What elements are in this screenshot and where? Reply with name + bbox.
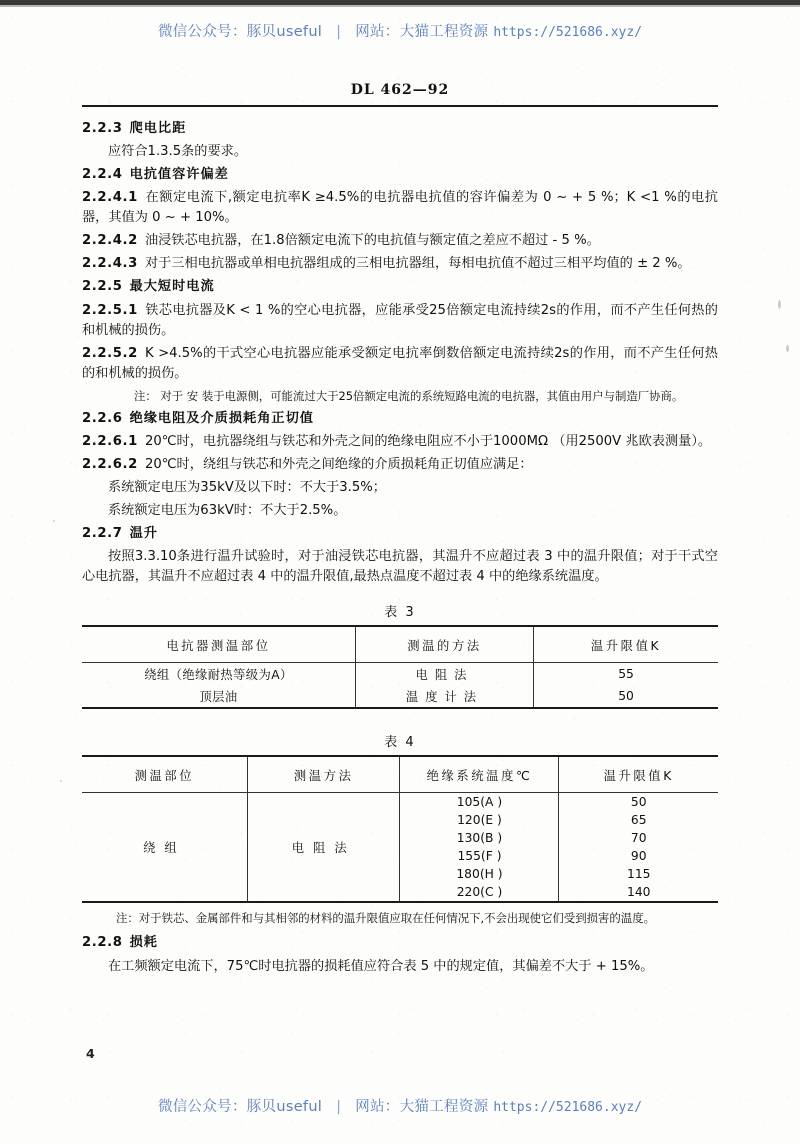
table4-cell-method: 电阻法	[247, 793, 400, 903]
table4	[82, 755, 718, 903]
clause-text: 对于三相电抗器或单相电抗器组成的三相电抗器组，每相电抗值不超过三相平均值的 ± 2 %。	[144, 256, 691, 272]
table4-cell-insulation-temp: 120(E )	[400, 811, 559, 829]
standard-number-header: DL 462—92	[350, 82, 450, 98]
clause-2-2-3-body: 应符合1.3.5条的要求。	[108, 144, 248, 160]
table-row	[82, 793, 718, 812]
scan-speck	[53, 520, 55, 522]
scan-speck	[778, 300, 781, 309]
clause-number: 2.2.5.2	[82, 345, 138, 361]
table3-header-method: 测温的方法	[355, 626, 533, 663]
table3-cell-method: 温度计法	[355, 685, 533, 708]
clause-2-2-4-3	[82, 254, 718, 274]
table3-header-location: 电抗器测温部位	[82, 626, 355, 663]
table3-header-row	[82, 626, 718, 663]
clause-2-2-6-2-item-1: 系统额定电压为35kV及以下时：不大于3.5%；	[108, 480, 386, 496]
table4-cell-location: 绕组	[143, 841, 186, 856]
table4-cell-insulation-temp: 220(C )	[400, 883, 559, 902]
clause-2-2-8-body: 在工频额定电流下，75℃时电抗器的损耗值应符合表 5 中的规定值，其偏差不大于 + 15%。	[108, 958, 654, 974]
table4-header-insulation-temp: 绝缘系统温度℃	[400, 756, 559, 793]
watermark-wechat-label: 微信公众号：豚贝useful	[157, 1099, 323, 1115]
clause-2-2-5-note: 注： 对于 安 装于电源侧，可能流过大于25倍额定电流的系统短路电流的电抗器，其值由用户与制造厂协商。	[134, 388, 684, 403]
clause-2-2-5-1	[82, 301, 718, 341]
clause-text: 铁芯电抗器及K < 1 %的空心电抗器，应能承受25倍额定电流持续2s的作用，而不产生任何热的和机械的损伤。	[82, 302, 718, 338]
clause-number: 2.2.4.1	[82, 190, 138, 206]
clause-number: 2.2.5	[82, 279, 123, 295]
table4-cell-insulation-temp: 130(B )	[400, 829, 559, 847]
clause-2-2-5-2	[82, 344, 718, 384]
table4-header-row	[82, 756, 718, 793]
watermark-separator: |	[336, 24, 342, 40]
table3	[82, 625, 718, 709]
clause-number: 2.2.8	[82, 935, 123, 951]
table3-cell-method: 电阻法	[355, 663, 533, 686]
clause-title: 电抗值容许偏差	[129, 167, 229, 183]
clause-text: K >4.5%的干式空心电抗器应能承受额定电抗率倒数倍额定电流持续2s的作用，而不产生任何热的和机械的损伤。	[82, 345, 718, 381]
clause-2-2-7-body: 按照3.3.10条进行温升试验时，对于油浸铁芯电抗器，其温升不应超过表 3 中的温升限值；对于干式空心电抗器，其温升不应超过表 4 中的温升限值,最热点温度不超过表 4 中的绝缘系统温度。	[82, 549, 718, 585]
clause-2-2-3	[82, 119, 718, 139]
clause-title: 温升	[129, 526, 158, 542]
clause-text: 油浸铁芯电抗器，在1.8倍额定电流下的电抗值与额定值之差应不超过 - 5 %。	[144, 233, 600, 249]
watermark-separator: |	[336, 1099, 342, 1115]
watermark-top	[0, 20, 800, 41]
clause-number: 2.2.7	[82, 526, 123, 542]
table4-cell-insulation-temp: 155(F )	[400, 847, 559, 865]
clause-text: 在额定电流下,额定电抗率K ≥4.5%的电抗器电抗值的容许偏差为 0 ~ + 5 %；K <1 %的电抗器，其值为 0 ~ + 10%。	[82, 190, 718, 226]
table3-caption: 表 3	[384, 605, 416, 621]
table3-cell-location: 顶层油	[199, 690, 238, 705]
clause-text: 20℃时，电抗器绕组与铁芯和外壳之间的绝缘电阻应不小于1000MΩ （用2500V 兆欧表测量）。	[144, 433, 712, 449]
table3-cell-location: 绕组（绝缘耐热等级为A）	[144, 668, 293, 683]
table4-cell-insulation-temp: 180(H )	[400, 865, 559, 883]
table3-cell-limit: 50	[534, 685, 718, 708]
table4-header-limit: 温升限值K	[559, 756, 718, 793]
clause-title: 爬电比距	[129, 121, 187, 136]
table4-cell-limit: 115	[559, 865, 718, 883]
table4-cell-limit: 65	[559, 811, 718, 829]
scan-speck	[786, 345, 789, 352]
table4-cell-limit: 90	[559, 847, 718, 865]
table-row	[82, 663, 718, 686]
clause-2-2-6-2-item-2: 系统额定电压为63kV时：不大于2.5%。	[108, 503, 347, 519]
clause-number: 2.2.3	[82, 121, 123, 136]
clause-2-2-6-2	[82, 455, 718, 475]
scan-speck	[60, 780, 62, 782]
header-rule	[82, 105, 718, 107]
clause-number: 2.2.4.2	[82, 233, 138, 249]
clause-number: 2.2.4.3	[82, 256, 138, 272]
table3-header-limit: 温升限值K	[534, 626, 718, 663]
table4-cell-limit: 140	[559, 883, 718, 902]
clause-title: 最大短时电流	[129, 279, 215, 295]
table-row	[82, 685, 718, 708]
document-content	[82, 82, 718, 979]
clause-title: 损耗	[129, 935, 158, 951]
clause-2-2-4-2	[82, 231, 718, 251]
clause-2-2-4	[82, 165, 718, 185]
clause-2-2-6	[82, 409, 718, 429]
table4-cell-limit: 50	[559, 793, 718, 812]
clause-number: 2.2.6.1	[82, 433, 138, 449]
clause-number: 2.2.6	[82, 410, 123, 426]
watermark-url: https://521686.xyz/	[493, 25, 643, 40]
clause-2-2-4-1	[82, 188, 718, 228]
table4-cell-limit: 70	[559, 829, 718, 847]
page-number: 4	[86, 1046, 95, 1061]
clause-2-2-8	[82, 933, 718, 953]
clause-number: 2.2.5.1	[82, 302, 138, 318]
clause-title: 绝缘电阻及介质损耗角正切值	[129, 410, 314, 426]
clause-number: 2.2.6.2	[82, 456, 138, 472]
watermark-bottom	[0, 1095, 800, 1116]
table4-header-location: 测温部位	[82, 756, 247, 793]
clause-number: 2.2.4	[82, 167, 123, 183]
table4-header-method: 测温方法	[247, 756, 400, 793]
watermark-site-label: 网站：大猫工程资源	[355, 24, 489, 40]
clause-2-2-7	[82, 524, 718, 544]
clause-2-2-5	[82, 277, 718, 297]
watermark-url: https://521686.xyz/	[493, 1100, 643, 1115]
watermark-site-label: 网站：大猫工程资源	[355, 1099, 489, 1115]
table3-cell-limit: 55	[534, 663, 718, 686]
clause-text: 20℃时，绕组与铁芯和外壳之间绝缘的介质损耗角正切值应满足：	[144, 456, 533, 472]
table4-caption: 表 4	[384, 735, 416, 751]
clause-2-2-6-1	[82, 432, 718, 452]
table4-cell-insulation-temp: 105(A )	[400, 793, 559, 812]
watermark-wechat-label: 微信公众号：豚贝useful	[157, 24, 323, 40]
scan-edge-strip-soft	[0, 5, 800, 7]
table4-note: 注：对于铁芯、金属部件和与其相邻的材料的温升限值应取在任何情况下,不会出现使它们受到损害的温度。	[116, 911, 655, 926]
